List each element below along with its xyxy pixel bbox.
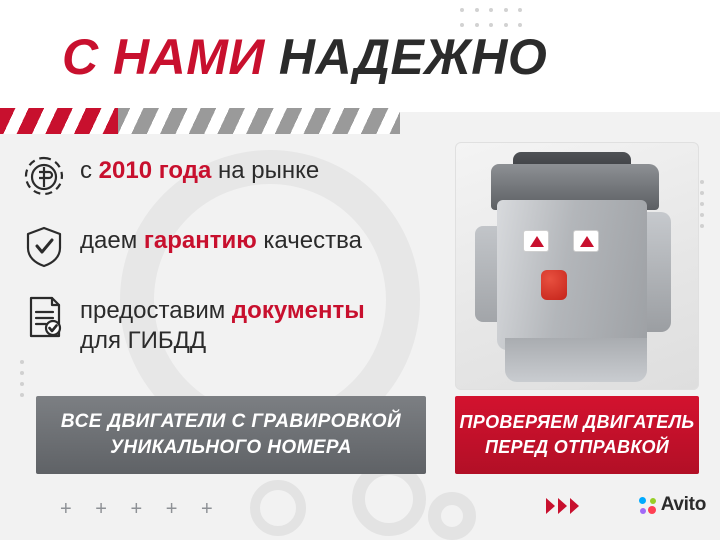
page-title — [62, 28, 547, 86]
dot-pattern-top — [460, 8, 530, 34]
watermark-gear-tiny-icon — [250, 480, 306, 536]
feature-text-documents: предоставим документы для ГИБДД — [80, 297, 365, 354]
plus-decoration: + + + + + — [60, 498, 222, 520]
feature-text-market-since: с 2010 года на рынке — [80, 157, 320, 184]
stripe-band-red — [0, 108, 118, 134]
inspection-banner-line2: ПЕРЕД ОТПРАВКОЙ — [484, 437, 670, 457]
warning-sticker-icon — [523, 230, 549, 252]
engraving-banner-line1: ВСЕ ДВИГАТЕЛИ С ГРАВИРОВКОЙ — [60, 411, 402, 432]
feature-item-market-since — [22, 152, 442, 200]
avito-logo-icon — [639, 497, 656, 514]
avito-watermark — [639, 494, 706, 516]
watermark-gear-small-icon — [428, 492, 476, 540]
engine-photo — [455, 142, 699, 390]
shield-check-icon — [22, 224, 66, 270]
feature-list — [22, 152, 442, 378]
warning-sticker-icon — [573, 230, 599, 252]
feature-text-warranty: даем гарантию качества — [80, 227, 362, 254]
engraving-banner-line2: УНИКАЛЬНОГО НОМЕРА — [110, 437, 352, 458]
engine-red-component — [541, 270, 567, 300]
engraving-banner — [36, 396, 426, 474]
piston-gear-icon — [22, 154, 66, 200]
inspection-banner — [455, 396, 699, 474]
headline-part2: НАДЕЖНО — [278, 29, 548, 85]
dot-pattern-right — [700, 180, 704, 228]
engine-block — [497, 200, 647, 350]
feature-item-documents — [22, 292, 442, 356]
engine-oil-pan — [505, 338, 647, 382]
chevron-right-icon — [546, 498, 579, 514]
document-check-icon — [22, 294, 66, 340]
inspection-banner-line1: ПРОВЕРЯЕМ ДВИГАТЕЛЬ — [459, 412, 695, 432]
header — [0, 0, 720, 112]
avito-watermark-text: Avito — [660, 494, 706, 515]
feature-item-warranty — [22, 222, 442, 270]
headline-part1: С НАМИ — [62, 29, 265, 85]
